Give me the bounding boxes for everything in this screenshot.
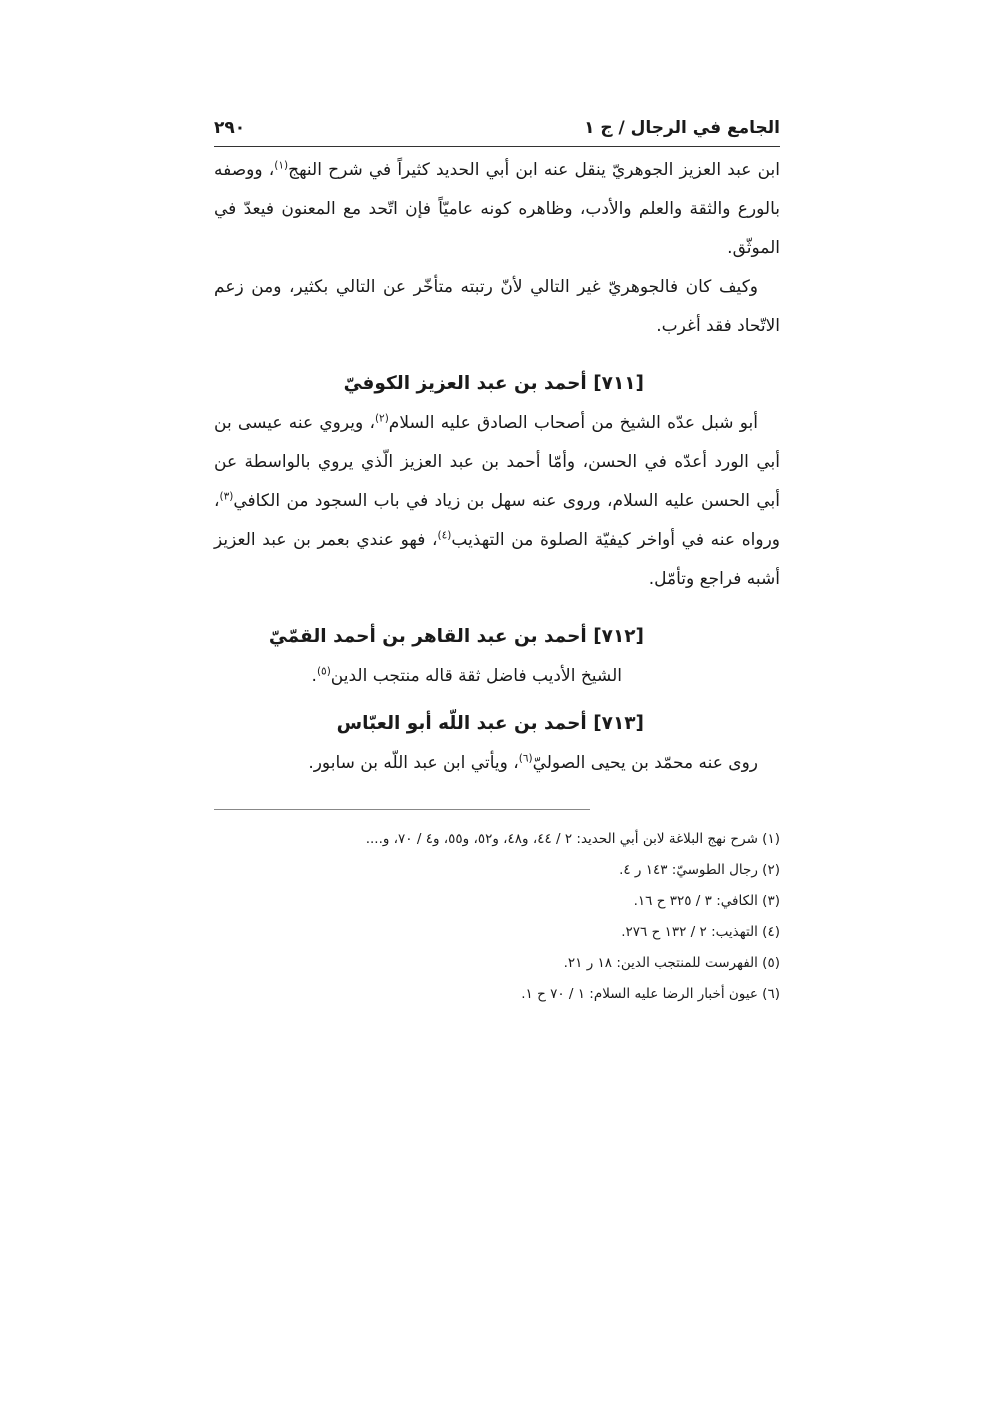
footnote-ref-2[interactable]: (٢) <box>374 412 389 425</box>
footnote-4: (٤) التهذيب: ٢ / ١٣٢ ح ٢٧٦. <box>621 924 780 940</box>
footnote-5: (٥) الفهرست للمنتجب الدين: ١٨ ر ٢١. <box>563 955 780 971</box>
footnote-ref-3[interactable]: (٣) <box>219 490 234 503</box>
page-number: ٢٩٠ <box>214 118 246 138</box>
footnote-ref-5[interactable]: (٥) <box>316 665 331 678</box>
running-header <box>214 118 780 147</box>
intro-paragraph-1: ابن عبد العزيز الجوهريّ ينقل عنه ابن أبي الحديد كثيراً في شرح النهج$^{(١)}$، ووصفه بالورع والثقة والعلم والأدب، وظاهره كونه عاميّاً فإن اتّحد مع المعنون فيعدّ في الموثّق. <box>214 159 780 258</box>
intro-paragraph-2: وكيف كان فالجوهريّ غير التالي لأنّ رتبته متأخّر عن التالي بكثير، ومن زعم الاتّحاد فقد أغرب. <box>214 277 780 336</box>
footnote-6: (٦) عيون أخبار الرضا عليه السلام: ١ / ٧٠ ح ١. <box>521 986 780 1002</box>
footnote-ref-6[interactable]: (٦) <box>518 752 533 765</box>
footnote-divider <box>214 809 590 810</box>
footnote-ref-4[interactable]: (٤) <box>437 529 452 542</box>
footnotes-list <box>214 824 780 1010</box>
entry-713-body: روى عنه محمّد بن يحيى الصوليّ$^{(٦)}$، ويأتي ابن عبد اللّه بن سابور. <box>308 752 758 773</box>
footnote-1: (١) شرح نهج البلاغة لابن أبي الحديد: ٢ / ٤٤، و٤٨، و٥٢، و٥٥، و٤ / ٧٠، و.... <box>365 831 780 847</box>
footnote-ref-1[interactable]: (١) <box>274 159 289 172</box>
entry-712-body: الشيخ الأديب فاضل ثقة قاله منتجب الدين$^{(٥)}$. <box>311 665 622 686</box>
footnote-3: (٣) الكافي: ٣ / ٣٢٥ ح ١٦. <box>633 893 780 909</box>
entry-711-body: أبو شبل عدّه الشيخ من أصحاب الصادق عليه السلام$^{(٢)}$، ويروي عنه عيسى بن أبي الورد أعدّه في الحسن، وأمّا أحمد بن عبد العزيز الّذي يروي بالواسطة عن أبي الحسن عليه السلام، وروى عنه سهل بن زياد في باب السجود من الكافي$^{(٣)}$، ورواه عنه في أواخر كيفيّة الصلوة من التهذيب$^{(٤)}$، فهو عندي بعمر بن عبد العزيز أشبه فراجع وتأمّل. <box>214 412 781 589</box>
entry-713-title: [٧١٣] أحمد بن عبد اللّه أبو العبّاس <box>336 713 644 734</box>
entry-712-title: [٧١٢] أحمد بن عبد القاهر بن أحمد القمّيّ <box>268 626 644 647</box>
book-title: الجامع في الرجال / ج ١ <box>584 118 780 138</box>
book-page <box>214 118 780 1010</box>
footnote-2: (٢) رجال الطوسيّ: ١٤٣ ر ٤. <box>619 862 780 878</box>
entry-711-title: [٧١١] أحمد بن عبد العزيز الكوفيّ <box>343 373 644 394</box>
